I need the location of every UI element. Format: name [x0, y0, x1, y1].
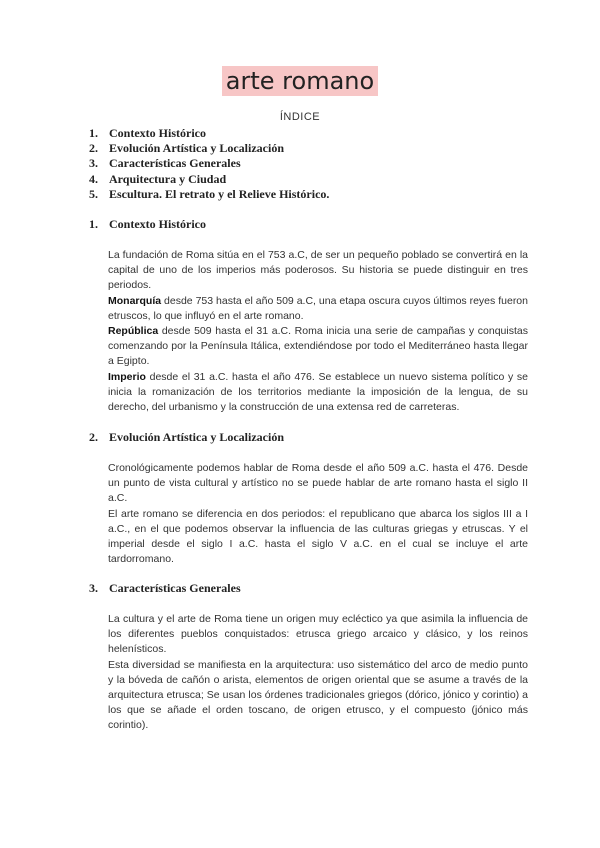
section-heading-evolucion: 2. Evolución Artística y Localización	[89, 430, 284, 444]
section-body-contexto	[108, 248, 528, 415]
toc-item: 1. Contexto Histórico	[89, 126, 206, 140]
document-title: arte romano	[222, 66, 378, 96]
paragraph: La cultura y el arte de Roma tiene un origen muy ecléctico ya que asimila la influencia de los diferentes pueblos conquistados: etrusca griego arcaico y clásico, y los reinos helenísticos.	[108, 613, 528, 656]
section-body-evolucion	[108, 461, 528, 567]
toc-item: 4. Arquitectura y Ciudad	[89, 171, 227, 186]
section-heading-caracteristicas: 3. Características Generales	[89, 581, 241, 595]
toc-item: 2. Evolución Artística y Localización	[89, 141, 284, 156]
toc-item: 5. Escultura. El retrato y el Relieve Histórico.	[89, 186, 330, 201]
paragraph: Monarquía desde 753 hasta el año 509 a.C, una etapa oscura cuyos últimos reyes fueron etruscos, lo que influyó en el arte romano.	[108, 294, 528, 322]
period-label: Imperio	[108, 370, 146, 383]
section-body-caracteristicas	[108, 612, 528, 734]
paragraph: Cronológicamente podemos hablar de Roma desde el año 509 a.C. hasta el 476. Desde un punto de vista cultural y artístico no se puede hablar de arte romano hasta el siglo II a.C.	[108, 462, 528, 505]
table-of-contents	[89, 126, 529, 202]
paragraph: Esta diversidad se manifiesta en la arquitectura: uso sistemático del arco de medio punto y la bóveda de cañón o arista, elementos de origen oriental que se asume a través de la arquitectura etrusca; Se usan los órdenes tradicionales griegos (dórico, jónico y corintio) a los que se añade el orden toscano, de origen etrusco, y el compuesto (jónico más corintio).	[108, 658, 528, 732]
paragraph: República desde 509 hasta el 31 a.C. Roma inicia una serie de campañas y conquistas comenzando por la Península Itálica, extendiéndose por todo el Mediterráneo hasta llegar a Egipto.	[108, 325, 528, 368]
paragraph: Imperio desde el 31 a.C. hasta el año 476. Se establece un nuevo sistema político y se inicia la romanización de los territorios mediante la imposición de la lengua, de su derecho, del urbanismo y la construcción de una extensa red de carreteras.	[108, 370, 528, 414]
index-heading: ÍNDICE	[279, 111, 321, 123]
toc-item: 3. Características Generales	[89, 156, 241, 171]
section-heading-contexto: 1. Contexto Histórico	[89, 217, 206, 231]
paragraph: La fundación de Roma sitúa en el 753 a.C, de ser un pequeño poblado se convertirá en la capital de uno de los imperios más poderosos. Su historia se puede distinguir en tres periodos.	[108, 249, 528, 292]
period-label: República	[108, 325, 159, 338]
period-label: Monarquía	[108, 294, 162, 307]
title-wrapper	[0, 66, 600, 96]
paragraph: El arte romano se diferencia en dos periodos: el republicano que abarca los siglos III a I a.C., en el que podemos observar la influencia de las culturas griegas y etruscas. Y el imperial desde el siglo I a.C. hasta el siglo V a.C. en el cual se incluye el arte tardorromano.	[108, 507, 528, 566]
